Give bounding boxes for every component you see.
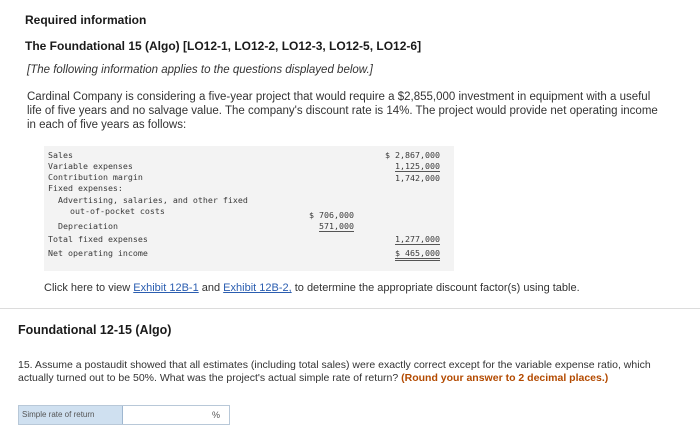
fixed-expenses-label: Fixed expenses: <box>48 183 123 193</box>
variable-expenses-label: Variable expenses <box>48 161 133 171</box>
answer-row <box>18 405 230 425</box>
advertising-label-line1: Advertising, salaries, and other fixed <box>58 195 248 205</box>
intro-paragraph: Cardinal Company is considering a five-year project that would require a $2,855,000 investment in equipment with a useful life of five years and no salvage value. The company's discount rate is 14%. The project would provide net operating income in each of five years as follows: <box>27 91 658 131</box>
total-fixed-expenses-value: 1,277,000 <box>395 234 440 244</box>
rounding-instruction: (Round your answer to 2 decimal places.) <box>401 372 609 384</box>
net-operating-income-label: Net operating income <box>48 248 148 258</box>
foundational-title: Foundational 12-15 (Algo) <box>18 323 172 337</box>
exhibit-mid: and <box>198 282 224 294</box>
info-note: [The following information applies to the questions displayed below.] <box>27 64 373 76</box>
percent-unit: % <box>212 410 221 420</box>
contribution-margin-value: 1,742,000 <box>395 173 440 183</box>
exhibit-12b-2-link[interactable]: Exhibit 12B-2, <box>223 282 292 294</box>
exhibit-prefix: Click here to view <box>44 282 134 294</box>
sales-value: $ 2,867,000 <box>385 150 440 160</box>
depreciation-value: 571,000 <box>319 221 354 231</box>
total-fixed-expenses-label: Total fixed expenses <box>48 234 148 244</box>
sales-label: Sales <box>48 150 73 160</box>
variable-expenses-value: 1,125,000 <box>395 161 440 171</box>
exhibit-instructions <box>44 282 580 294</box>
simple-rate-of-return-input[interactable] <box>122 406 211 424</box>
exhibit-suffix: to determine the appropriate discount factor(s) using table. <box>291 282 580 294</box>
required-information-heading: Required information <box>25 13 147 27</box>
simple-rate-of-return-label: Simple rate of return <box>19 406 122 424</box>
question-15 <box>18 359 683 385</box>
problem-title: The Foundational 15 (Algo) [LO12-1, LO12-2, LO12-3, LO12-5, LO12-6] <box>25 39 422 53</box>
depreciation-label: Depreciation <box>58 221 118 231</box>
net-operating-income-value: $ 465,000 <box>395 248 440 261</box>
income-statement <box>44 146 454 271</box>
question-text: 15. Assume a postaudit showed that all estimates (including total sales) were exactly correct except for the variable expense ratio, which actually turned out to be 50%. What was the project's actual simple rate of return? <box>18 359 651 384</box>
section-divider <box>0 308 700 309</box>
advertising-value: $ 706,000 <box>309 210 354 220</box>
contribution-margin-label: Contribution margin <box>48 172 143 182</box>
advertising-label-line2: out-of-pocket costs <box>70 206 165 216</box>
exhibit-12b-1-link[interactable]: Exhibit 12B-1 <box>133 282 199 294</box>
